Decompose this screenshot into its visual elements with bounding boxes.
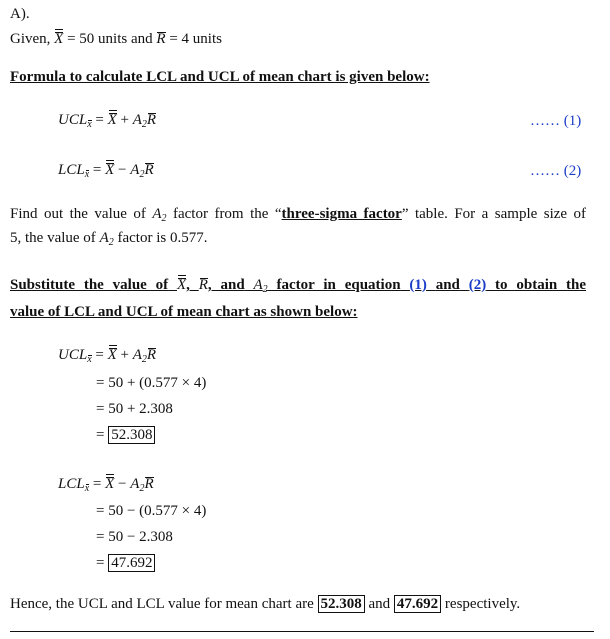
lcl-step-3: = 50 − 2.308 <box>96 529 173 545</box>
find-line2-text-2: factor is 0.577. <box>117 230 208 246</box>
x-double-bar-symbol: X <box>54 31 64 47</box>
eq2-label: …… (2) <box>530 163 582 179</box>
ucl-step-1: $UCL_x = X + A_2R$ <box>58 347 157 365</box>
given-line <box>10 31 222 48</box>
find-line-1: Find out the value of $A_2$ factor from the “three-sigma factor” table. For a sample size of <box>10 206 587 224</box>
lcl-lhs: LCL <box>58 162 85 178</box>
ucl-result-box: 52.308 <box>108 426 155 444</box>
three-sigma-link[interactable]: three-sigma factor <box>281 206 402 222</box>
lcl-formula: $LCL_x = X - A_2R$ <box>58 162 154 180</box>
given-prefix: Given, <box>10 31 51 47</box>
lcl-step-1: $LCL_x = X - A_2R$ <box>58 476 154 494</box>
substitute-text-2: factor in equation <box>276 277 401 293</box>
conclusion-lcl-box: 47.692 <box>394 595 441 613</box>
eq1-label: …… (1) <box>530 113 582 129</box>
ucl-result-equals: = <box>96 427 105 443</box>
find-line-2: 5, the value of $A_2$ factor is 0.577. <box>10 230 208 248</box>
lcl-result-box: 47.692 <box>108 554 155 572</box>
given-xbarbar-value: = 50 units and <box>67 31 153 47</box>
ucl-result-line <box>96 427 155 444</box>
conclusion-text-1: Hence, the UCL and LCL value for mean chart are <box>10 596 314 612</box>
find-text-3: ” table. For a sample size of <box>401 206 587 222</box>
ucl-equals: = <box>95 112 104 128</box>
formula-heading: Formula to calculate LCL and UCL of mean chart is given below: <box>10 69 430 85</box>
substitute-sep-2: , and <box>207 277 245 293</box>
given-rbar-value: = 4 units <box>169 31 222 47</box>
substitute-line-2: value of LCL and UCL of mean chart as shown below: <box>10 304 358 320</box>
conclusion-and: and <box>368 596 391 612</box>
ucl-step-3: = 50 + 2.308 <box>96 401 173 417</box>
conclusion-text-2: respectively. <box>444 596 521 612</box>
substitute-and: and <box>435 277 460 293</box>
substitute-sep-1: , <box>186 277 190 293</box>
lcl-result-line <box>96 555 155 572</box>
substitute-text-3: to obtain the <box>495 277 587 293</box>
conclusion-line <box>10 596 520 613</box>
ucl-step-2: = 50 + (0.577 × 4) <box>96 375 207 391</box>
r-bar-symbol: R <box>156 31 166 47</box>
ucl-formula: $UCL_x = X + A_2R$ <box>58 112 157 130</box>
find-text-2: factor from the “ <box>173 206 282 222</box>
ucl-lhs: UCL <box>58 112 88 128</box>
lcl-result-equals: = <box>96 555 105 571</box>
lcl-equals: = <box>92 162 102 178</box>
eq2-reference[interactable]: (2) <box>468 277 487 293</box>
substitute-line-1: Substitute the value of X, R, and $A_2$ factor in equation (1) and (2) to obtain the <box>10 277 587 295</box>
lcl-step-2: = 50 − (0.577 × 4) <box>96 503 207 519</box>
eq1-reference[interactable]: (1) <box>409 277 427 293</box>
substitute-text-1: Substitute the value of <box>10 277 169 293</box>
bottom-divider <box>10 631 594 632</box>
conclusion-ucl-box: 52.308 <box>318 595 365 613</box>
find-text-1: Find out the value of <box>10 206 146 222</box>
find-line2-text-1: 5, the value of <box>10 230 96 246</box>
part-label: A). <box>10 6 30 22</box>
